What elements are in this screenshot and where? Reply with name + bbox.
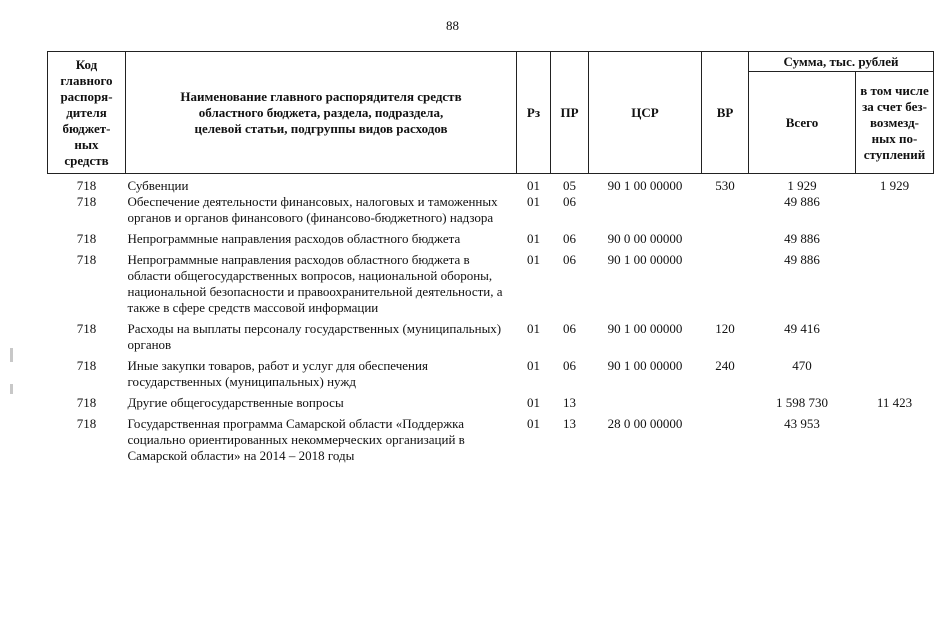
cell-gratis: 11 423 (876, 395, 913, 410)
cell-code: 718 (76, 194, 97, 209)
cell-rz: 01 (527, 395, 540, 410)
cell-pr: 06 (563, 358, 576, 373)
table-row (48, 194, 934, 226)
header-vr: ВР (702, 52, 749, 174)
cell-gratis (856, 316, 934, 353)
cell-csr: 90 0 00 00000 (607, 231, 683, 246)
cell-csr: 90 1 00 00000 (607, 321, 683, 336)
cell-pr: 06 (563, 321, 576, 336)
table-row (48, 316, 934, 353)
table-row (48, 353, 934, 390)
cell-pr: 06 (563, 231, 576, 246)
cell-csr: 90 1 00 00000 (607, 178, 683, 193)
cell-name: Непрограммные направления расходов областного бюджета в области общегосударственных вопросов, национальной обороны, национальной безопасности и правоохранительной деятельности, а также в сфере средств массовой информации (127, 252, 503, 315)
cell-gratis: 1 929 (879, 178, 910, 193)
header-rz: Рз (517, 52, 551, 174)
table-row (48, 411, 934, 464)
cell-gratis (856, 247, 934, 316)
cell-gratis (856, 353, 934, 390)
table-row (48, 226, 934, 247)
cell-code: 718 (76, 321, 97, 336)
cell-csr: 90 1 00 00000 (607, 358, 683, 373)
budget-table (47, 51, 934, 464)
cell-vr (702, 247, 749, 316)
cell-vr: 530 (715, 178, 735, 193)
header-sum-group: Сумма, тыс. рублей (749, 52, 934, 72)
page-number: 88 (446, 18, 459, 33)
cell-rz: 01 (527, 194, 540, 209)
table-row (48, 178, 934, 194)
cell-code: 718 (76, 178, 97, 193)
scan-artifact (10, 384, 13, 394)
cell-vr: 240 (715, 358, 735, 373)
cell-gratis (856, 226, 934, 247)
cell-name: Другие общегосударственные вопросы (127, 395, 344, 410)
cell-csr: 90 1 00 00000 (607, 252, 683, 267)
cell-code: 718 (76, 416, 97, 431)
cell-rz: 01 (527, 321, 540, 336)
cell-total: 49 886 (784, 231, 820, 246)
cell-pr: 06 (563, 252, 576, 267)
cell-code: 718 (76, 358, 97, 373)
scan-artifact (10, 348, 13, 362)
table-body (48, 174, 934, 465)
cell-name: Обеспечение деятельности финансовых, налоговых и таможенных органов и органов финансового (финансово-бюджетного) надзора (127, 194, 498, 225)
cell-name: Субвенции (127, 178, 189, 193)
cell-name: Государственная программа Самарской области «Поддержка социально ориентированных некоммерческих организаций в Самарской области» на 2014 – 2018 годы (127, 416, 465, 463)
header-code: Код главного распоря- дителя бюджет- ных средств (48, 52, 126, 174)
cell-csr: 28 0 00 00000 (607, 416, 683, 431)
header-pr: ПР (551, 52, 589, 174)
cell-rz: 01 (527, 358, 540, 373)
cell-vr (702, 194, 749, 226)
cell-gratis (856, 194, 934, 226)
cell-vr (702, 390, 749, 411)
cell-total: 43 953 (784, 416, 820, 431)
header-name: Наименование главного распорядителя средств областного бюджета, раздела, подраздела, целевой статьи, подгруппы видов расходов (126, 52, 517, 174)
cell-name: Расходы на выплаты персоналу государственных (муниципальных) органов (127, 321, 502, 352)
header-total: Всего (749, 72, 856, 174)
cell-pr: 13 (563, 395, 576, 410)
cell-pr: 06 (563, 194, 576, 209)
cell-pr: 05 (563, 178, 576, 193)
cell-vr: 120 (715, 321, 735, 336)
cell-total: 470 (792, 358, 812, 373)
cell-total: 1 598 730 (776, 395, 828, 410)
header-gratis: в том числе за счет без- возмезд- ных по- ступлений (856, 72, 934, 174)
cell-rz: 01 (527, 231, 540, 246)
cell-vr (702, 226, 749, 247)
cell-total: 49 416 (784, 321, 820, 336)
cell-total: 49 886 (784, 194, 820, 209)
cell-csr (589, 194, 702, 226)
cell-name: Иные закупки товаров, работ и услуг для обеспечения государственных (муниципальных) нужд (127, 358, 428, 389)
table-row (48, 247, 934, 316)
table-row (48, 390, 934, 411)
cell-gratis (856, 411, 934, 464)
cell-code: 718 (76, 252, 97, 267)
cell-rz: 01 (527, 252, 540, 267)
cell-name: Непрограммные направления расходов областного бюджета (127, 231, 461, 246)
cell-pr: 13 (563, 416, 576, 431)
cell-rz: 01 (527, 416, 540, 431)
cell-rz: 01 (527, 178, 540, 193)
cell-total: 49 886 (784, 252, 820, 267)
cell-vr (702, 411, 749, 464)
cell-total: 1 929 (787, 178, 817, 193)
cell-code: 718 (76, 395, 97, 410)
header-csr: ЦСР (589, 52, 702, 174)
cell-csr (589, 390, 702, 411)
cell-code: 718 (76, 231, 97, 246)
